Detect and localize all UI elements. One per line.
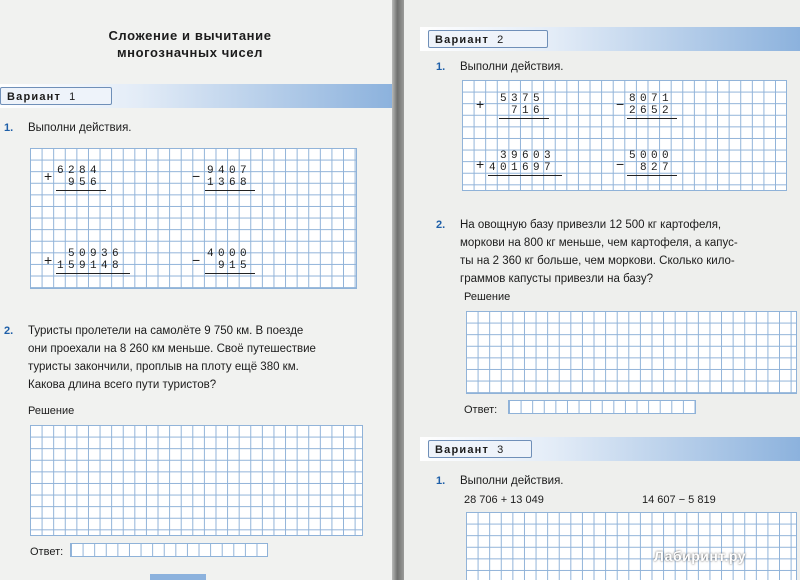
v2-task-2-number: 2. [436,219,446,231]
variant-1-label [0,87,112,105]
task-2-line-4: Какова длина всего пути туристов? [28,379,217,391]
problem-4-top: 4000 [207,248,252,260]
right-page [404,0,800,580]
section-title-line1: Сложение и вычитание [108,28,272,43]
problem-4-bottom: 915 [218,260,252,272]
v2-problem-2-operator: − [616,96,625,112]
page-footer-bar [150,574,206,580]
v2-solution-grid[interactable] [466,311,797,394]
v2-problem-4-top: 5000 [629,150,674,162]
problem-2-top: 9407 [207,165,252,177]
v2-task-1-text: Выполни действия. [460,61,564,73]
v2-problem-4-line [627,175,677,176]
v2-problem-1-operator: + [476,96,485,112]
variant-2-number: 2 [497,34,505,46]
variant-2-label [428,30,548,48]
answer-label: Ответ: [30,546,64,558]
task-1-text: Выполни действия. [28,122,132,134]
v2-problem-1-line [499,118,549,119]
v2-task-2-line-3: ты на 2 360 кг больше, чем моркови. Сколько кило- [460,255,735,267]
task-2-line-3: туристы закончили, проплыв на плоту ещё 380 км. [28,361,299,373]
v2-problem-4-operator: − [616,156,625,172]
v2-solution-label: Решение [464,291,511,303]
v2-answer-field[interactable] [508,400,696,414]
variant-2-word: Вариант [435,34,490,46]
v2-task-2-line-4: граммов капусты привезли на базу? [460,273,653,285]
v2-problem-3-top: 39603 [500,150,556,162]
problem-1-operator: + [44,168,53,184]
problem-4-operator: − [192,252,201,268]
v3-task-1-text: Выполни действия. [460,475,564,487]
problem-3-line [56,273,130,274]
v3-work-grid[interactable] [466,512,797,580]
book-spine [392,0,404,580]
problem-3-operator: + [44,252,53,268]
variant-1-word: Вариант [7,91,62,103]
v2-problem-2-bottom: 2652 [629,105,674,117]
v3-expression-2: 14 607 − 5 819 [642,494,716,506]
problem-1-top: 6284 [57,165,102,177]
watermark: Лабиринт.ру [654,548,746,564]
section-title-line2: многозначных чисел [116,45,264,60]
v3-task-1-number: 1. [436,475,446,487]
variant-3-word: Вариант [435,444,490,456]
problem-2-bottom: 1368 [207,177,252,189]
answer-field[interactable] [70,543,268,557]
v2-problem-1-bottom: 716 [511,105,545,117]
v2-problem-3-bottom: 401697 [489,162,556,174]
solution-grid[interactable] [30,425,363,536]
v2-task-2-line-2: моркови на 800 кг меньше, чем картофеля, а капус- [460,237,738,249]
v2-problem-4-bottom: 827 [640,162,674,174]
v2-problem-2-top: 8071 [629,93,674,105]
v3-expression-1: 28 706 + 13 049 [464,494,544,506]
task-2-line-2: они проехали на 8 260 км меньше. Своё путешествие [28,343,316,355]
solution-label: Решение [28,405,75,417]
task-2-line-1: Туристы пролетели на самолёте 9 750 км. В поезде [28,325,304,337]
variant-3-number: 3 [497,444,505,456]
task-2-number: 2. [4,325,14,337]
problem-4-line [205,273,255,274]
problem-2-operator: − [192,168,201,184]
v2-task-1-number: 1. [436,61,446,73]
problem-1-line [56,190,106,191]
v2-problem-3-operator: + [476,156,485,172]
problem-2-line [205,190,255,191]
variant-1-number: 1 [69,91,77,103]
v2-problem-3-line [488,175,562,176]
problem-1-bottom: 956 [68,177,102,189]
left-page [0,0,392,580]
v2-task-2-line-1: На овощную базу привезли 12 500 кг картофеля, [460,219,722,231]
problem-3-top: 50936 [68,248,124,260]
problem-3-bottom: 159148 [57,260,124,272]
variant-3-label [428,440,532,458]
v2-answer-label: Ответ: [464,404,498,416]
v2-problem-1-top: 5375 [500,93,545,105]
task-1-number: 1. [4,122,14,134]
v2-problem-2-line [627,118,677,119]
